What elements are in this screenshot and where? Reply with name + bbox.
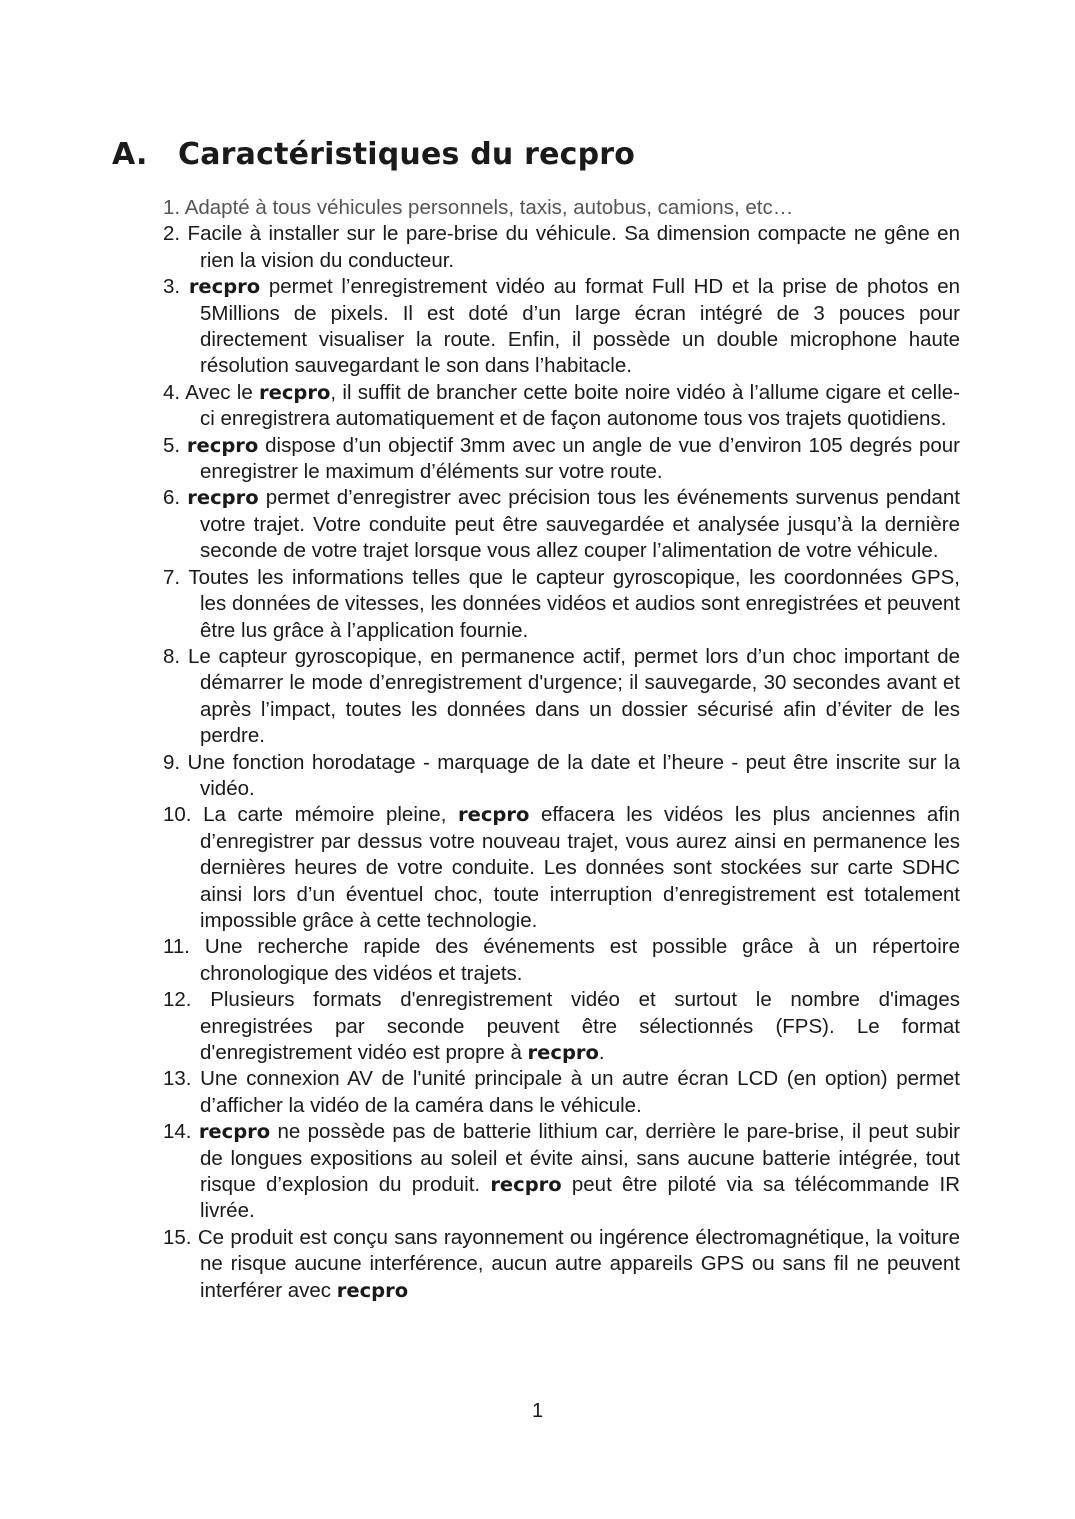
feature-item [163, 644, 960, 750]
item-number: 7. [163, 565, 181, 589]
feature-item [163, 1225, 960, 1304]
item-number: 14. [163, 1120, 192, 1144]
item-number: 10. [163, 803, 192, 827]
feature-item [163, 274, 960, 380]
feature-item [163, 750, 960, 803]
item-number: 4. [163, 380, 181, 404]
item-number: 2. [163, 222, 181, 246]
page-number: 1 [531, 1400, 544, 1422]
brand-name: recpro [188, 275, 261, 299]
item-text: ne possède pas de batterie lithium car, derrière le pare-brise, il peut subir de longues expositions au soleil et évite ainsi, sans aucune batterie intégrée, tout risque d’explosion du produit. [200, 1120, 960, 1197]
brand-name: recpro [336, 1278, 409, 1302]
item-text: . [598, 1041, 605, 1064]
item-number: 3. [163, 275, 181, 299]
item-number: 8. [163, 644, 181, 668]
item-text: Plusieurs formats d'enregistrement vidéo et surtout le nombre d'images enregistrées par seconde peuvent être sélectionnés (FPS). Le format d'enregistrement vidéo est propre à [200, 988, 960, 1064]
item-text: permet l’enregistrement vidéo au format Full HD et la prise de photos en 5Millions de pixels. Il est doté d’un large écran intégré de 3 pouces pour directement visualiser la route. Enfin, il possède un double microphone haute résolution sauvegardant le son dans l’habitacle. [200, 275, 961, 378]
item-number: 5. [163, 433, 181, 457]
feature-item [163, 433, 960, 486]
feature-list [163, 195, 960, 1304]
feature-item [163, 934, 960, 987]
item-number: 15. [163, 1225, 192, 1249]
item-text: Une connexion AV de l'unité principale à un autre écran LCD (en option) permet d’afficher la vidéo de la caméra dans le véhicule. [200, 1067, 961, 1117]
item-text: Toutes les informations telles que le capteur gyroscopique, les coordonnées GPS, les données de vitesses, les données vidéos et audios sont enregistrées et peuvent être lus grâce à l’application fournie. [188, 565, 960, 642]
item-text: dispose d’un objectif 3mm avec un angle de vue d’environ 105 degrés pour enregistrer le maximum d’éléments sur votre route. [200, 433, 960, 484]
item-text: peut être piloté via sa télécommande IR livrée. [200, 1173, 960, 1223]
item-text: Le capteur gyroscopique, en permanence actif, permet lors d’un choc important de démarrer le mode d’enregistrement d'urgence; il sauvegarde, 30 secondes avant et après l’impact, toutes les données dans un dossier sécurisé afin d’éviter de les perdre. [187, 644, 960, 748]
feature-item [163, 1066, 960, 1119]
item-number: 13. [163, 1067, 192, 1091]
brand-name: recpro [187, 486, 259, 510]
item-text: , il suffit de brancher cette boite noire vidéo à l’allume cigare et celle-ci enregistrera automatiquement et de façon autonome tous vos trajets quotidiens. [200, 380, 960, 431]
feature-item [163, 195, 960, 221]
feature-item [163, 987, 960, 1066]
feature-item [163, 1119, 960, 1225]
section-title: Caractéristiques du recpro [178, 137, 636, 172]
item-text: La carte mémoire pleine, [203, 803, 458, 827]
feature-item [163, 485, 960, 564]
item-number: 12. [163, 988, 192, 1012]
item-text: Ce produit est conçu sans rayonnement ou ingérence électromagnétique, la voiture ne risque aucune interférence, aucun autre appareils GPS ou sans fil ne peuvent interférer avec [197, 1225, 960, 1302]
brand-name: recpro [259, 380, 331, 404]
section-heading [112, 137, 635, 172]
brand-name: recpro [198, 1120, 271, 1144]
item-text: Facile à installer sur le pare-brise du véhicule. Sa dimension compacte ne gêne en rien la vision du conducteur. [187, 222, 960, 272]
feature-item [163, 221, 960, 274]
item-number: 6. [163, 486, 181, 510]
item-text: Une fonction horodatage - marquage de la date et l’heure - peut être inscrite sur la vidéo. [187, 750, 960, 800]
item-number: 1. [163, 196, 181, 219]
item-number: 11. [163, 935, 190, 959]
feature-item [163, 802, 960, 934]
item-text: effacera les vidéos les plus anciennes afin d’enregistrer par dessus votre nouveau trajet, vous aurez ainsi en permanence les dernières heures de votre conduite. Les données sont stockées sur carte SDHC ainsi lors d’un éventuel choc, toute interruption d’enregistrement est totalement impossible grâce à cette technologie. [200, 803, 960, 932]
item-text: Adapté à tous véhicules personnels, taxis, autobus, camions, etc… [184, 196, 794, 219]
brand-name: recpro [186, 433, 259, 457]
feature-item [163, 565, 960, 644]
item-text: Avec le [185, 380, 260, 404]
item-number: 9. [163, 750, 181, 774]
item-text: permet d’enregistrer avec précision tous les événements survenus pendant votre trajet. Votre conduite peut être sauvegardée et analysée jusqu’à la dernière seconde de votre trajet lorsque vous allez couper l’alimentation de votre véhicule. [200, 486, 960, 563]
brand-name: recpro [457, 803, 530, 827]
brand-name: recpro [527, 1041, 599, 1064]
feature-item [163, 380, 960, 433]
item-text: Une recherche rapide des événements est possible grâce à un répertoire chronologique des vidéos et trajets. [200, 935, 960, 985]
brand-name: recpro [490, 1173, 562, 1197]
section-letter: A. [112, 137, 148, 172]
